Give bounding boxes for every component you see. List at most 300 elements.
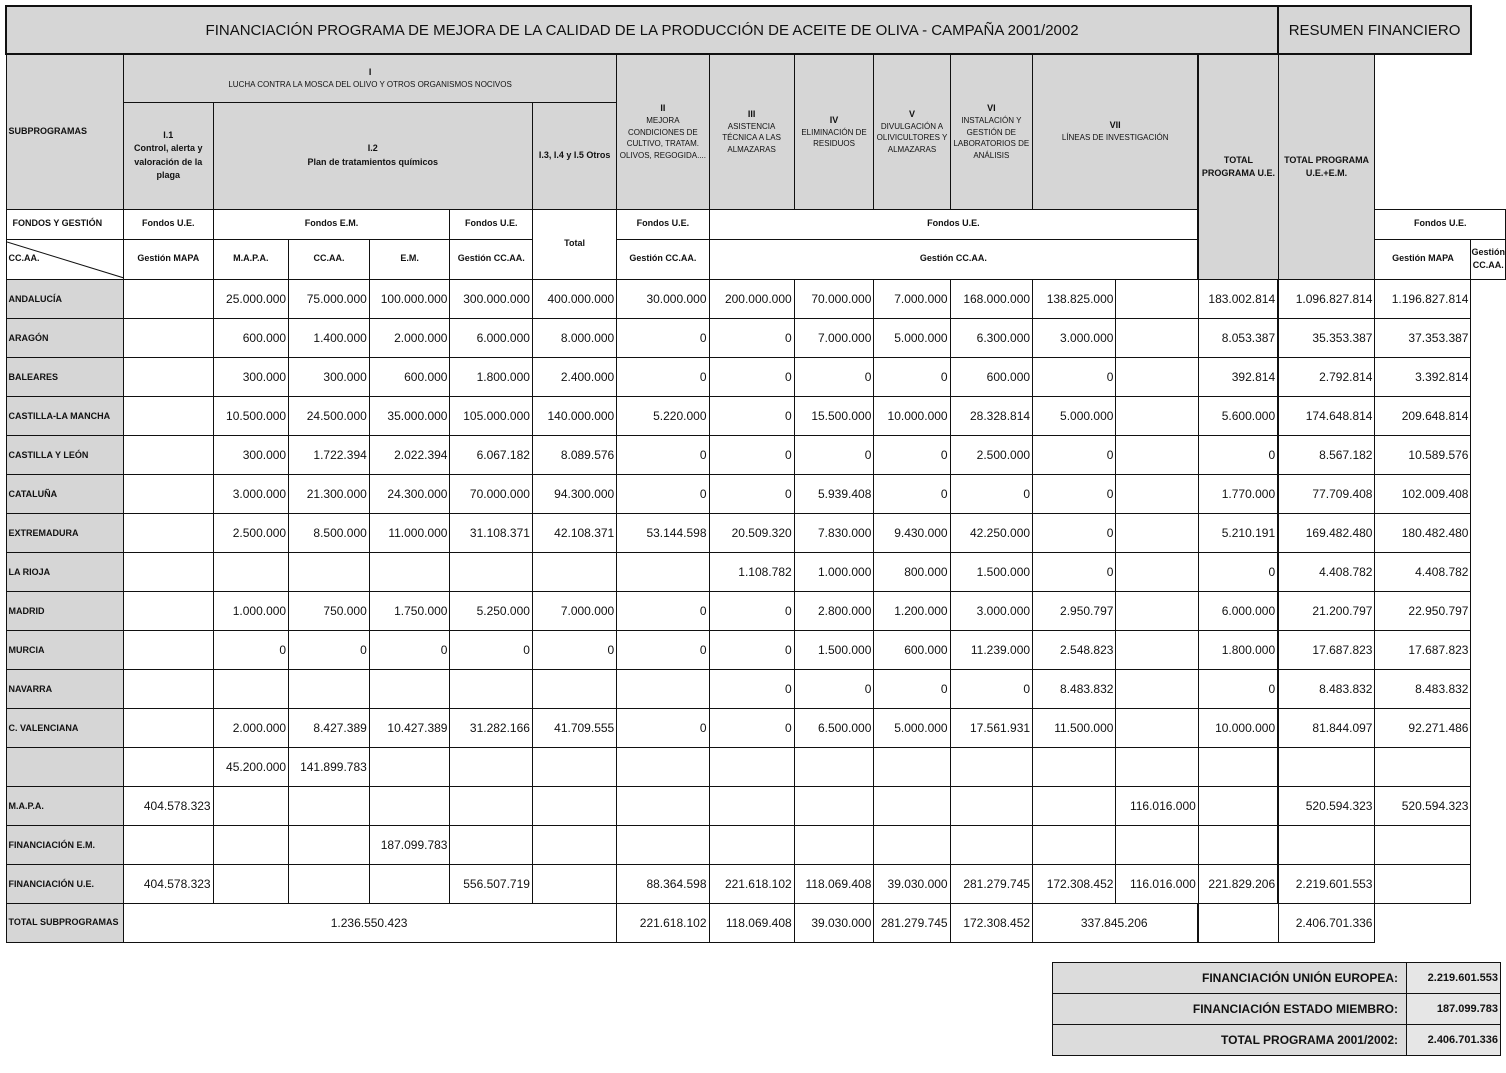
value-cell: 1.108.782 xyxy=(709,552,794,591)
gestion-mapa-vii: Gestión MAPA xyxy=(1375,239,1471,279)
value-cell: 70.000.000 xyxy=(450,474,532,513)
value-cell: 1.096.827.814 xyxy=(1278,279,1375,318)
value-cell xyxy=(1375,825,1471,864)
value-cell: 400.000.000 xyxy=(532,279,616,318)
value-cell: 45.200.000 xyxy=(213,747,289,786)
table-row xyxy=(6,786,1506,825)
fondos-ue-i3: Fondos U.E. xyxy=(617,209,709,239)
summary-table xyxy=(1052,962,1501,1056)
value-cell: 31.282.166 xyxy=(450,708,532,747)
value-cell: 70.000.000 xyxy=(794,279,874,318)
value-cell xyxy=(1033,747,1116,786)
value-cell xyxy=(1116,591,1198,630)
row-label: EXTREMADURA xyxy=(6,513,123,552)
total-ueem: 2.406.701.336 xyxy=(1278,903,1375,942)
total-ue-header: TOTAL PROGRAMA U.E. xyxy=(1198,54,1278,279)
value-cell xyxy=(1198,786,1278,825)
value-cell: 8.567.182 xyxy=(1278,435,1375,474)
fondos-em-i2: Fondos E.M. xyxy=(213,209,450,239)
value-cell: 0 xyxy=(1033,474,1116,513)
value-cell xyxy=(450,786,532,825)
row-label: FINANCIACIÓN U.E. xyxy=(6,864,123,903)
fondos-ue-vii: Fondos U.E. xyxy=(1375,209,1506,239)
value-cell: 8.483.832 xyxy=(1033,669,1116,708)
value-cell: 0 xyxy=(1033,513,1116,552)
value-cell: 17.561.931 xyxy=(950,708,1032,747)
value-cell: 600.000 xyxy=(369,357,450,396)
section-iv-header: IV ELIMINACIÓN DE RESIDUOS xyxy=(794,54,874,209)
value-cell xyxy=(1116,318,1198,357)
value-cell xyxy=(123,591,213,630)
value-cell: 1.000.000 xyxy=(213,591,289,630)
value-cell xyxy=(369,552,450,591)
table-row xyxy=(6,864,1506,903)
value-cell: 100.000.000 xyxy=(369,279,450,318)
value-cell xyxy=(709,786,794,825)
value-cell: 2.792.814 xyxy=(1278,357,1375,396)
value-cell: 0 xyxy=(709,630,794,669)
gestion-ccaa-i2: Gestión CC.AA. xyxy=(450,239,532,279)
value-cell: 15.500.000 xyxy=(794,396,874,435)
value-cell xyxy=(213,552,289,591)
value-cell: 5.210.191 xyxy=(1198,513,1278,552)
value-cell xyxy=(289,786,370,825)
value-cell: 7.000.000 xyxy=(874,279,950,318)
value-cell: 10.427.389 xyxy=(369,708,450,747)
value-cell: 6.000.000 xyxy=(1198,591,1278,630)
value-cell: 392.814 xyxy=(1198,357,1278,396)
value-cell: 7.000.000 xyxy=(532,591,616,630)
value-cell xyxy=(1116,435,1198,474)
value-cell xyxy=(123,435,213,474)
value-cell: 0 xyxy=(709,474,794,513)
row-label: M.A.P.A. xyxy=(6,786,123,825)
value-cell: 138.825.000 xyxy=(1033,279,1116,318)
section-v-header: V DIVULGACIÓN A OLIVICULTORES Y ALMAZARAS xyxy=(874,54,950,209)
value-cell: 0 xyxy=(709,591,794,630)
total-vii: 337.845.206 xyxy=(1033,903,1199,942)
value-cell xyxy=(1278,747,1375,786)
value-cell: 118.069.408 xyxy=(794,864,874,903)
value-cell: 2.950.797 xyxy=(1033,591,1116,630)
value-cell xyxy=(123,279,213,318)
value-cell: 105.000.000 xyxy=(450,396,532,435)
ccaa-header: CC.AA. xyxy=(6,239,123,279)
value-cell: 300.000 xyxy=(213,435,289,474)
value-cell: 0 xyxy=(369,630,450,669)
value-cell: 0 xyxy=(532,630,616,669)
value-cell: 0 xyxy=(874,357,950,396)
page-title: FINANCIACIÓN PROGRAMA DE MEJORA DE LA CALIDAD DE LA PRODUCCIÓN DE ACEITE DE OLIVA - CAMPAÑA 2001/2002 xyxy=(205,21,1079,39)
value-cell: 0 xyxy=(617,474,709,513)
value-cell: 300.000 xyxy=(213,357,289,396)
value-cell: 24.300.000 xyxy=(369,474,450,513)
value-cell: 21.200.797 xyxy=(1278,591,1375,630)
table-row xyxy=(6,279,1506,318)
value-cell xyxy=(532,552,616,591)
value-cell xyxy=(532,747,616,786)
table-row xyxy=(6,396,1506,435)
value-cell xyxy=(450,552,532,591)
i1-header: I.1 Control, alerta y valoración de la plaga xyxy=(123,102,213,209)
value-cell: 800.000 xyxy=(874,552,950,591)
value-cell: 200.000.000 xyxy=(709,279,794,318)
value-cell xyxy=(1375,864,1471,903)
value-cell: 300.000 xyxy=(289,357,370,396)
value-cell: 11.500.000 xyxy=(1033,708,1116,747)
value-cell: 750.000 xyxy=(289,591,370,630)
section-iii-header: III ASISTENCIA TÉCNICA A LAS ALMAZARAS xyxy=(709,54,794,209)
value-cell: 11.239.000 xyxy=(950,630,1032,669)
value-cell: 183.002.814 xyxy=(1198,279,1278,318)
value-cell: 6.300.000 xyxy=(950,318,1032,357)
value-cell xyxy=(369,864,450,903)
value-cell xyxy=(123,708,213,747)
value-cell: 2.500.000 xyxy=(950,435,1032,474)
row-label: C. VALENCIANA xyxy=(6,708,123,747)
table-row xyxy=(6,552,1506,591)
value-cell xyxy=(1033,786,1116,825)
value-cell: 281.279.745 xyxy=(950,864,1032,903)
value-cell xyxy=(617,669,709,708)
value-cell xyxy=(1116,357,1198,396)
value-cell xyxy=(617,552,709,591)
value-cell: 42.108.371 xyxy=(532,513,616,552)
value-cell: 3.000.000 xyxy=(950,591,1032,630)
value-cell xyxy=(123,669,213,708)
value-cell xyxy=(123,825,213,864)
value-cell xyxy=(1198,747,1278,786)
total-label: TOTAL SUBPROGRAMAS xyxy=(6,903,123,942)
value-cell xyxy=(123,630,213,669)
value-cell xyxy=(532,669,616,708)
table-row xyxy=(6,708,1506,747)
value-cell: 209.648.814 xyxy=(1375,396,1471,435)
value-cell: 0 xyxy=(874,474,950,513)
value-cell: 39.030.000 xyxy=(874,864,950,903)
value-cell: 0 xyxy=(709,318,794,357)
value-cell xyxy=(123,318,213,357)
value-cell: 1.800.000 xyxy=(450,357,532,396)
value-cell: 11.000.000 xyxy=(369,513,450,552)
diagonal-line xyxy=(7,240,124,280)
value-cell xyxy=(874,825,950,864)
value-cell: 600.000 xyxy=(874,630,950,669)
value-cell xyxy=(617,747,709,786)
value-cell: 0 xyxy=(617,591,709,630)
value-cell: 88.364.598 xyxy=(617,864,709,903)
value-cell xyxy=(213,825,289,864)
value-cell: 0 xyxy=(617,357,709,396)
value-cell: 0 xyxy=(1033,552,1116,591)
value-cell xyxy=(1116,630,1198,669)
section-i-header: I LUCHA CONTRA LA MOSCA DEL OLIVO Y OTROS ORGANISMOS NOCIVOS xyxy=(123,54,616,102)
value-cell: 24.500.000 xyxy=(289,396,370,435)
value-cell: 8.427.389 xyxy=(289,708,370,747)
value-cell xyxy=(532,864,616,903)
value-cell: 6.000.000 xyxy=(450,318,532,357)
value-cell: 116.016.000 xyxy=(1116,864,1198,903)
table-row xyxy=(6,825,1506,864)
row-label: CATALUÑA xyxy=(6,474,123,513)
value-cell: 8.053.387 xyxy=(1198,318,1278,357)
value-cell: 10.589.576 xyxy=(1375,435,1471,474)
value-cell: 35.353.387 xyxy=(1278,318,1375,357)
value-cell xyxy=(617,825,709,864)
value-cell: 0 xyxy=(794,435,874,474)
value-cell xyxy=(1116,513,1198,552)
value-cell: 5.000.000 xyxy=(874,708,950,747)
value-cell: 10.000.000 xyxy=(874,396,950,435)
value-cell xyxy=(123,357,213,396)
value-cell: 1.800.000 xyxy=(1198,630,1278,669)
section-vii-header: VII LÍNEAS DE INVESTIGACIÓN xyxy=(1033,54,1199,209)
value-cell: 20.509.320 xyxy=(709,513,794,552)
financing-table xyxy=(5,5,1506,943)
total-row xyxy=(6,903,1506,942)
value-cell xyxy=(450,747,532,786)
value-cell: 30.000.000 xyxy=(617,279,709,318)
value-cell xyxy=(123,474,213,513)
row-label: BALEARES xyxy=(6,357,123,396)
value-cell: 28.328.814 xyxy=(950,396,1032,435)
value-cell: 221.618.102 xyxy=(709,864,794,903)
fondos-ue-ii-vi: Fondos U.E. xyxy=(709,209,1198,239)
subprogramas-header: SUBPROGRAMAS xyxy=(6,54,123,209)
value-cell xyxy=(289,669,370,708)
value-cell: 4.408.782 xyxy=(1375,552,1471,591)
section-vi-header: VI INSTALACIÓN Y GESTIÓN DE LABORATORIOS DE ANÁLISIS xyxy=(950,54,1032,209)
value-cell: 140.000.000 xyxy=(532,396,616,435)
value-cell xyxy=(369,669,450,708)
fondos-ue-i2: Fondos U.E. xyxy=(450,209,532,239)
value-cell: 1.722.394 xyxy=(289,435,370,474)
value-cell xyxy=(950,825,1032,864)
value-cell: 0 xyxy=(1198,552,1278,591)
table-row xyxy=(6,474,1506,513)
value-cell xyxy=(213,786,289,825)
fondos-ue-i1: Fondos U.E. xyxy=(123,209,213,239)
value-cell: 0 xyxy=(709,396,794,435)
value-cell: 0 xyxy=(1033,357,1116,396)
table-row xyxy=(6,669,1506,708)
value-cell: 5.220.000 xyxy=(617,396,709,435)
value-cell: 1.750.000 xyxy=(369,591,450,630)
value-cell: 75.000.000 xyxy=(289,279,370,318)
value-cell: 116.016.000 xyxy=(1116,786,1198,825)
value-cell: 4.408.782 xyxy=(1278,552,1375,591)
total-iii: 118.069.408 xyxy=(709,903,794,942)
value-cell: 2.400.000 xyxy=(532,357,616,396)
value-cell: 7.830.000 xyxy=(794,513,874,552)
em-i2: E.M. xyxy=(369,239,450,279)
value-cell: 600.000 xyxy=(213,318,289,357)
value-cell: 0 xyxy=(289,630,370,669)
mapa-i2: M.A.P.A. xyxy=(213,239,289,279)
value-cell: 1.770.000 xyxy=(1198,474,1278,513)
value-cell: 31.108.371 xyxy=(450,513,532,552)
value-cell: 6.500.000 xyxy=(794,708,874,747)
summary-row: FINANCIACIÓN ESTADO MIEMBRO: 187.099.783 xyxy=(1053,994,1501,1025)
value-cell xyxy=(1116,669,1198,708)
value-cell: 0 xyxy=(950,669,1032,708)
value-cell: 21.300.000 xyxy=(289,474,370,513)
value-cell: 81.844.097 xyxy=(1278,708,1375,747)
value-cell: 169.482.480 xyxy=(1278,513,1375,552)
value-cell xyxy=(369,786,450,825)
value-cell: 25.000.000 xyxy=(213,279,289,318)
value-cell: 300.000.000 xyxy=(450,279,532,318)
value-cell: 1.196.827.814 xyxy=(1375,279,1471,318)
total-vi: 172.308.452 xyxy=(950,903,1032,942)
value-cell: 600.000 xyxy=(950,357,1032,396)
value-cell xyxy=(950,786,1032,825)
value-cell: 0 xyxy=(1198,669,1278,708)
value-cell: 9.430.000 xyxy=(874,513,950,552)
value-cell: 0 xyxy=(450,630,532,669)
value-cell xyxy=(532,786,616,825)
row-label: LA RIOJA xyxy=(6,552,123,591)
table-row xyxy=(6,318,1506,357)
value-cell: 10.000.000 xyxy=(1198,708,1278,747)
value-cell xyxy=(532,825,616,864)
value-cell: 2.000.000 xyxy=(369,318,450,357)
value-cell: 8.483.832 xyxy=(1278,669,1375,708)
value-cell: 1.500.000 xyxy=(950,552,1032,591)
value-cell xyxy=(950,747,1032,786)
value-cell: 41.709.555 xyxy=(532,708,616,747)
value-cell: 520.594.323 xyxy=(1278,786,1375,825)
row-label: ANDALUCÍA xyxy=(6,279,123,318)
value-cell xyxy=(123,747,213,786)
value-cell: 17.687.823 xyxy=(1278,630,1375,669)
value-cell: 3.000.000 xyxy=(213,474,289,513)
value-cell: 0 xyxy=(709,669,794,708)
value-cell xyxy=(1116,552,1198,591)
value-cell: 556.507.719 xyxy=(450,864,532,903)
value-cell: 8.483.832 xyxy=(1375,669,1471,708)
total-ii: 221.618.102 xyxy=(617,903,709,942)
value-cell xyxy=(617,786,709,825)
value-cell: 0 xyxy=(617,630,709,669)
value-cell: 2.548.823 xyxy=(1033,630,1116,669)
value-cell: 0 xyxy=(709,708,794,747)
resumen-title: RESUMEN FINANCIERO xyxy=(1288,21,1461,39)
value-cell xyxy=(123,513,213,552)
value-cell xyxy=(289,864,370,903)
value-cell: 1.500.000 xyxy=(794,630,874,669)
value-cell: 5.600.000 xyxy=(1198,396,1278,435)
value-cell: 0 xyxy=(709,357,794,396)
value-cell xyxy=(1375,747,1471,786)
value-cell: 1.200.000 xyxy=(874,591,950,630)
value-cell: 174.648.814 xyxy=(1278,396,1375,435)
table-row xyxy=(6,513,1506,552)
value-cell: 0 xyxy=(794,669,874,708)
ccaa-i2: CC.AA. xyxy=(289,239,370,279)
table-row xyxy=(6,591,1506,630)
value-cell: 35.000.000 xyxy=(369,396,450,435)
value-cell: 0 xyxy=(950,474,1032,513)
value-cell: 6.067.182 xyxy=(450,435,532,474)
value-cell xyxy=(794,825,874,864)
value-cell xyxy=(1198,825,1278,864)
value-cell xyxy=(123,396,213,435)
table-row xyxy=(6,435,1506,474)
value-cell: 94.300.000 xyxy=(532,474,616,513)
value-cell: 53.144.598 xyxy=(617,513,709,552)
value-cell: 10.500.000 xyxy=(213,396,289,435)
value-cell: 0 xyxy=(874,435,950,474)
value-cell: 0 xyxy=(617,435,709,474)
value-cell xyxy=(213,669,289,708)
value-cell: 42.250.000 xyxy=(950,513,1032,552)
value-cell: 2.500.000 xyxy=(213,513,289,552)
value-cell: 2.219.601.553 xyxy=(1278,864,1375,903)
value-cell xyxy=(874,786,950,825)
gestion-ccaa-i3: Gestión CC.AA. xyxy=(617,239,709,279)
value-cell xyxy=(450,825,532,864)
value-cell: 1.000.000 xyxy=(794,552,874,591)
summary-row: TOTAL PROGRAMA 2001/2002: 2.406.701.336 xyxy=(1053,1025,1501,1056)
value-cell: 0 xyxy=(617,318,709,357)
value-cell: 2.000.000 xyxy=(213,708,289,747)
value-cell: 172.308.452 xyxy=(1033,864,1116,903)
value-cell: 0 xyxy=(1198,435,1278,474)
table-row xyxy=(6,747,1506,786)
value-cell xyxy=(1116,708,1198,747)
value-cell xyxy=(450,669,532,708)
title-cell xyxy=(6,6,1278,54)
gestion-ccaa-ii-vi: Gestión CC.AA. xyxy=(709,239,1198,279)
summary-row: FINANCIACIÓN UNIÓN EUROPEA: 2.219.601.553 xyxy=(1053,963,1501,994)
value-cell: 168.000.000 xyxy=(950,279,1032,318)
value-cell: 22.950.797 xyxy=(1375,591,1471,630)
total-i: 1.236.550.423 xyxy=(123,903,616,942)
row-label xyxy=(6,747,123,786)
value-cell xyxy=(1116,396,1198,435)
fondos-gestion-header: FONDOS Y GESTIÓN xyxy=(6,209,123,239)
value-cell: 520.594.323 xyxy=(1375,786,1471,825)
value-cell xyxy=(1116,279,1198,318)
table-row xyxy=(6,357,1506,396)
value-cell xyxy=(1116,825,1198,864)
value-cell: 102.009.408 xyxy=(1375,474,1471,513)
total-ueem-header: TOTAL PROGRAMA U.E.+E.M. xyxy=(1278,54,1375,279)
value-cell: 2.800.000 xyxy=(794,591,874,630)
row-label: CASTILLA Y LEÓN xyxy=(6,435,123,474)
value-cell xyxy=(794,786,874,825)
row-label: CASTILLA-LA MANCHA xyxy=(6,396,123,435)
value-cell xyxy=(369,747,450,786)
section-ii-header: II MEJORA CONDICIONES DE CULTIVO, TRATAM. OLIVOS, REGOGIDA.... xyxy=(617,54,709,209)
value-cell xyxy=(709,747,794,786)
row-label: ARAGÓN xyxy=(6,318,123,357)
value-cell: 1.400.000 xyxy=(289,318,370,357)
value-cell: 0 xyxy=(213,630,289,669)
total-iv: 39.030.000 xyxy=(794,903,874,942)
row-label: MADRID xyxy=(6,591,123,630)
value-cell xyxy=(1278,825,1375,864)
value-cell: 3.000.000 xyxy=(1033,318,1116,357)
total-ue-empty xyxy=(1198,903,1278,942)
value-cell: 141.899.783 xyxy=(289,747,370,786)
row-label: MURCIA xyxy=(6,630,123,669)
i3-header: I.3, I.4 y I.5 Otros xyxy=(532,102,616,209)
value-cell: 8.000.000 xyxy=(532,318,616,357)
value-cell xyxy=(874,747,950,786)
value-cell xyxy=(794,747,874,786)
